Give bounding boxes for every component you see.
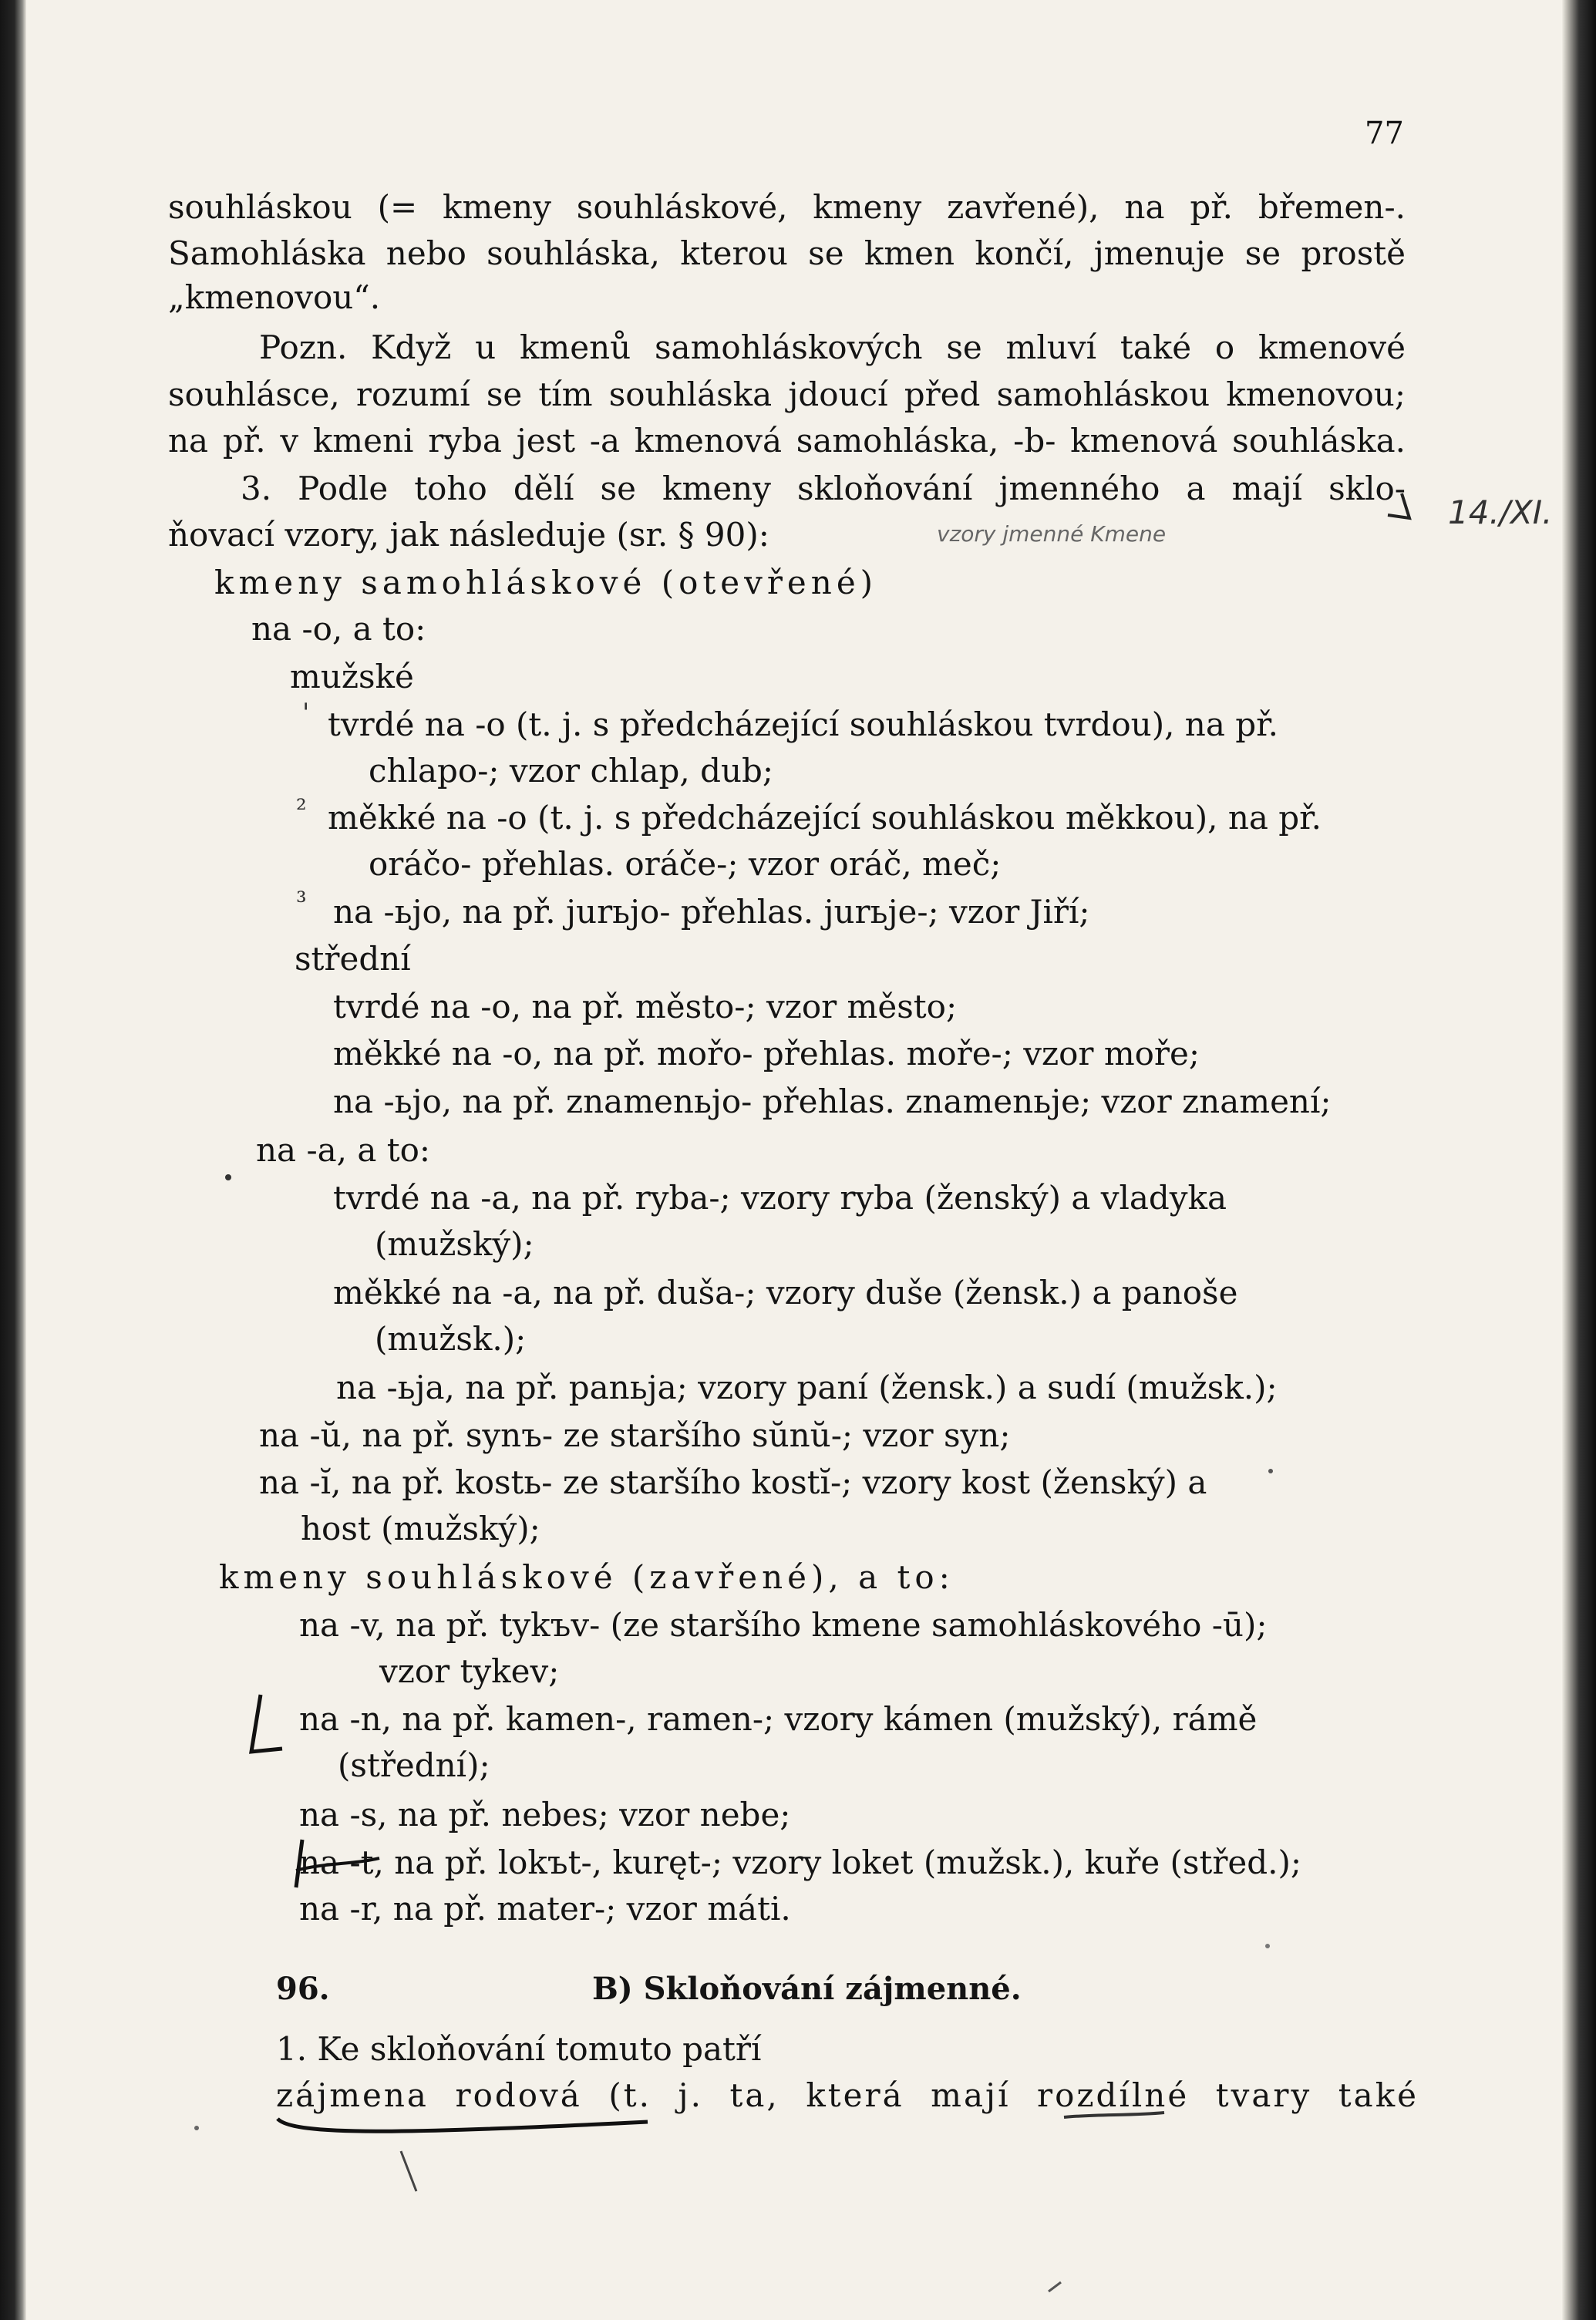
pencil-stray-stroke [401,2151,416,2191]
text-line: 1. Ke skloňování tomuto patří [276,2030,762,2068]
list-item: střední [295,940,411,978]
list-heading: kmeny souhláskové (zavřené), a to: [219,1558,955,1596]
list-item: na -ьjo, na př. znamenьjo- přehlas. znamenьje; vzor znamení; [333,1083,1332,1120]
page-number: 77 [1365,116,1404,151]
text-line: na př. v kmeni ryba jest -a kmenová samohláska, -b- kmenová souhláska. [168,422,1406,460]
pencil-underline [1064,2113,1164,2117]
text-line: ňovací vzory, jak následuje (sr. § 90): [168,516,769,554]
list-item: na -ьja, na př. panьja; vzory paní (žensk.) a sudí (mužsk.); [336,1369,1278,1406]
list-item: na -s, na př. nebes; vzor nebe; [299,1796,791,1833]
ink-dot [1268,1469,1273,1473]
pencil-stray-stroke [1049,2282,1061,2291]
text-line: souhláskou (= kmeny souhláskové, kmeny zavřené), na př. břemen-. [168,188,1406,226]
list-item: oráčo- přehlas. oráče-; vzor oráč, meč; [369,845,1002,883]
ink-dot [225,1174,231,1180]
pencil-bracket-mark [296,1840,302,1887]
list-item: mužské [290,658,414,695]
list-item: na -n, na př. kamen-, ramen-; vzory kámen (mužský), rámě [299,1700,1258,1738]
list-item: na -o, a to: [251,610,426,648]
text-line: zájmena rodová (t. j. ta, která mají rozdílné tvary také [276,2076,1419,2114]
list-mark: ² [296,794,307,825]
list-item: (mužsk.); [375,1320,527,1358]
section-title: B) Skloňování zájmenné. [592,1971,1022,2007]
pencil-bracket-mark [296,1858,379,1870]
handwritten-inline-note: vzory jmenné Kmene [937,521,1167,547]
section-number: 96. [276,1971,330,2007]
pencil-underline [278,2119,648,2131]
list-item: měkké na -a, na př. duša-; vzory duše (žensk.) a panoše [333,1274,1238,1312]
list-item: na -v, na př. tykъv- (ze staršího kmene samohláskového -ū); [299,1606,1268,1644]
note-line: Pozn. Když u kmenů samohláskových se mluví také o kmenové [259,328,1406,366]
text-line: 3. Podle toho dělí se kmeny skloňování jmenného a mají sklo- [241,470,1406,507]
list-item: tvrdé na -o (t. j. s předcházející souhláskou tvrdou), na př. [328,705,1278,743]
list-item: chlapo-; vzor chlap, dub; [369,752,774,790]
ink-dot [1265,1944,1270,1948]
list-item: tvrdé na -o, na př. město-; vzor město; [333,988,958,1025]
text-line: souhlásce, rozumí se tím souhláska jdoucí před samohláskou kmenovou; [168,375,1406,413]
list-item: (střední); [338,1746,490,1784]
list-item: na -ŭ, na př. synъ- ze staršího sŭnŭ-; vzor syn; [259,1416,1011,1454]
pencil-bracket-mark [251,1695,282,1752]
text-line: „kmenovou“. [168,278,381,316]
ink-dot [194,2126,199,2130]
list-item: tvrdé na -a, na př. ryba-; vzory ryba (ženský) a vladyka [333,1179,1227,1217]
list-item: na -a, a to: [256,1131,431,1169]
list-item: na -ĭ, na př. kostь- ze staršího kostĭ-; vzory kost (ženský) a [259,1463,1207,1501]
handwritten-date-note: 14./XI. [1448,493,1553,531]
list-item: na -ьjo, na př. jurьjo- přehlas. jurьje-; vzor Jiří; [333,893,1090,931]
list-item: (mužský); [375,1225,534,1263]
list-item: na -r, na př. mater-; vzor máti. [299,1890,791,1928]
list-item: měkké na -o, na př. mořo- přehlas. moře-; vzor moře; [333,1035,1200,1072]
list-heading: kmeny samohláskové (otevřené) [214,564,878,601]
text-line: Samohláska nebo souhláska, kterou se kmen končí, jmenuje se prostě [168,234,1406,272]
list-mark: ³ [296,887,307,918]
list-item: host (mužský); [301,1510,540,1547]
pencil-bracket-mark [1388,493,1409,518]
list-item: měkké na -o (t. j. s předcházející souhláskou měkkou), na př. [328,799,1322,837]
list-item: vzor tykev; [379,1652,560,1690]
list-item: na -t, na př. lokъt-, kuręt-; vzory loket (mužsk.), kuře (střed.); [299,1844,1302,1881]
list-mark: ' [302,698,310,729]
